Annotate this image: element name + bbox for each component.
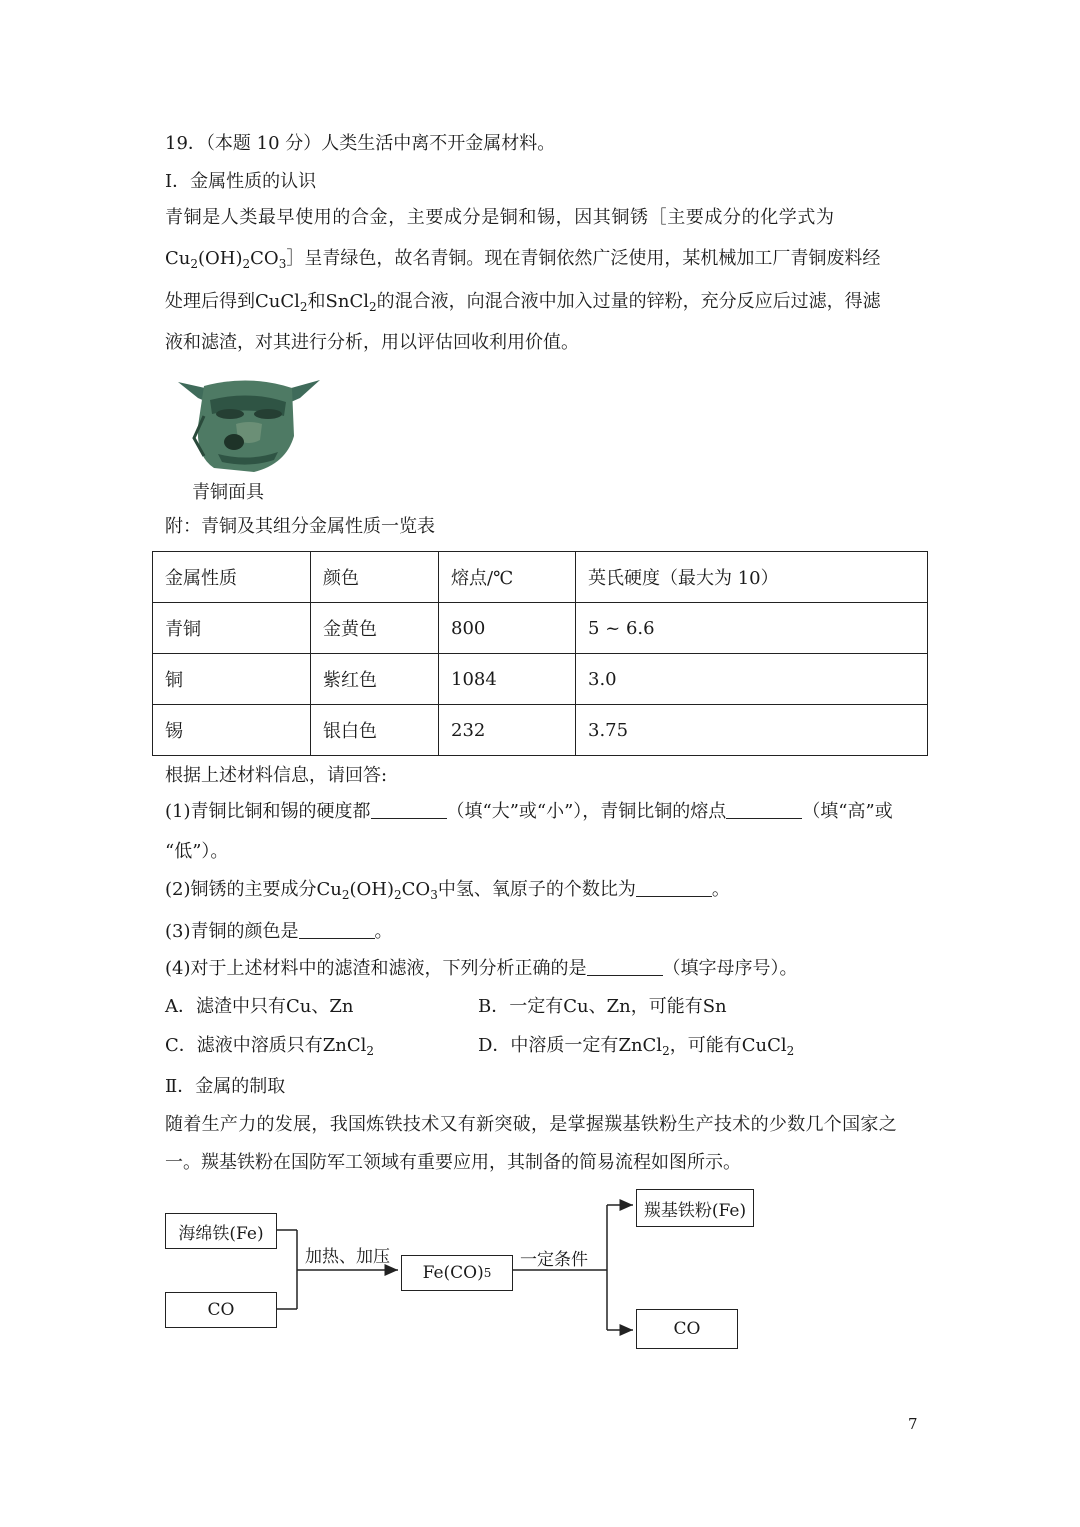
question-2 <box>165 878 730 907</box>
intro-text: 处理后得到 <box>165 291 255 312</box>
flow-box-co-input: CO <box>165 1292 277 1328</box>
q-text: C．滤液中溶质只有 <box>165 1035 323 1056</box>
table-row <box>153 603 928 654</box>
sub: 2 <box>366 1044 375 1058</box>
q-text: D．中溶质一定有 <box>478 1035 619 1056</box>
answer-blank[interactable] <box>587 957 663 976</box>
formula-fe-co: Fe(CO) <box>422 1263 484 1283</box>
sub: 2 <box>662 1044 670 1058</box>
table-cell: 锡 <box>153 705 311 756</box>
q-text: (1)青铜比铜和锡的硬度都 <box>165 801 371 822</box>
flow-label-heat-pressure: 加热、加压 <box>305 1247 390 1267</box>
sub: 2 <box>394 888 402 902</box>
option-b[interactable]: B．一定有Cu、Zn，可能有Sn <box>478 996 727 1017</box>
figure-caption: 青铜面具 <box>192 482 264 503</box>
table-cell: 3.0 <box>576 654 928 705</box>
sub: 2 <box>190 257 199 271</box>
answer-blank[interactable] <box>636 878 712 897</box>
q-text: 中氢、氧原子的个数比为 <box>437 879 636 900</box>
table-header-cell: 英氏硬度（最大为 10） <box>576 552 928 603</box>
table-cell: 紫红色 <box>311 654 439 705</box>
question-4 <box>165 957 798 981</box>
formula-co: CO <box>401 879 431 900</box>
sub: 2 <box>242 257 251 271</box>
intro-line-2 <box>165 247 880 276</box>
table-cell: 1084 <box>439 654 576 705</box>
q-text: (4)对于上述材料中的滤渣和滤液，下列分析正确的是 <box>165 958 587 979</box>
answer-blank[interactable] <box>371 800 447 819</box>
answer-blank[interactable] <box>299 920 375 939</box>
table-cell: 800 <box>439 603 576 654</box>
flow-box-carbonyl-iron-powder: 羰基铁粉(Fe) <box>636 1189 754 1227</box>
formula-oh: (OH) <box>198 248 243 269</box>
table-cell: 青铜 <box>153 603 311 654</box>
table-cell: 3.75 <box>576 705 928 756</box>
q-text: （填“大”或“小”），青铜比铜的熔点 <box>446 801 727 822</box>
table-cell: 232 <box>439 705 576 756</box>
properties-table <box>152 551 928 756</box>
table-row <box>153 654 928 705</box>
intro-line-3 <box>165 290 881 319</box>
answer-blank[interactable] <box>726 800 802 819</box>
table-header-cell: 金属性质 <box>153 552 311 603</box>
flow-box-sponge-iron: 海绵铁(Fe) <box>165 1213 277 1249</box>
question-header: 19．（本题 10 分）人类生活中离不开金属材料。 <box>165 133 556 154</box>
section2-text-1: 随着生产力的发展，我国炼铁技术又有新突破，是掌握羰基铁粉生产技术的少数几个国家之 <box>165 1114 897 1135</box>
table-header-cell: 熔点/℃ <box>439 552 576 603</box>
question-1 <box>165 800 893 824</box>
bronze-mask-image <box>174 376 324 476</box>
formula-cucl2: CuCl <box>741 1035 787 1056</box>
sub: 5 <box>483 1266 492 1280</box>
table-cell: 银白色 <box>311 705 439 756</box>
q-text: 。 <box>711 879 730 900</box>
option-a[interactable]: A．滤渣中只有Cu、Zn <box>165 996 354 1017</box>
formula-oh: (OH) <box>349 879 395 900</box>
sub: 3 <box>430 888 438 902</box>
q-text: ，可能有 <box>669 1035 742 1056</box>
q-text: 。 <box>374 921 393 942</box>
section2-title: Ⅱ．金属的制取 <box>165 1076 286 1097</box>
intro-text: 的混合液，向混合液中加入过量的锌粉，充分反应后过滤，得滤 <box>376 291 881 312</box>
table-row <box>153 705 928 756</box>
question-1-cont: “低”）。 <box>165 841 229 862</box>
intro-line-4: 液和滤渣，对其进行分析，用以评估回收利用价值。 <box>165 332 579 353</box>
section1-title: I．金属性质的认识 <box>165 171 317 192</box>
table-header-cell: 颜色 <box>311 552 439 603</box>
questions-prompt: 根据上述材料信息，请回答: <box>165 765 388 786</box>
flow-box-iron-carbonyl <box>401 1255 513 1291</box>
table-cell: 金黄色 <box>311 603 439 654</box>
flow-box-co-output: CO <box>636 1309 738 1349</box>
intro-text: ］呈青绿色，故名青铜。现在青铜依然广泛使用，某机械加工厂青铜废料经 <box>286 248 881 269</box>
question-3 <box>165 920 393 944</box>
q-text: （填“高”或 <box>802 801 893 822</box>
page-number: 7 <box>908 1415 918 1433</box>
process-flow-diagram <box>160 1185 760 1355</box>
section2-text-2: 一。羰基铁粉在国防军工领域有重要应用，其制备的简易流程如图所示。 <box>165 1152 741 1173</box>
option-d[interactable] <box>478 1034 794 1063</box>
table-header-row <box>153 552 928 603</box>
table-cell: 铜 <box>153 654 311 705</box>
q-text: （填字母序号）。 <box>662 958 798 979</box>
q-text: (2)铜锈的主要成分 <box>165 879 317 900</box>
intro-text: 和 <box>307 291 326 312</box>
formula-cucl2: CuCl <box>255 291 300 312</box>
formula-cu: Cu <box>316 879 342 900</box>
formula-zncl2: ZnCl <box>322 1035 367 1056</box>
table-cell: 5 ~ 6.6 <box>576 603 928 654</box>
sub: 2 <box>369 300 377 314</box>
sub: 2 <box>786 1044 795 1058</box>
intro-line-1: 青铜是人类最早使用的合金，主要成分是铜和锡，因其铜锈［主要成分的化学式为 <box>165 207 835 228</box>
sub: 3 <box>278 257 287 271</box>
formula-zncl2: ZnCl <box>618 1035 663 1056</box>
flow-label-condition: 一定条件 <box>520 1250 588 1270</box>
formula-cu: Cu <box>165 248 191 269</box>
q-text: (3)青铜的颜色是 <box>165 921 299 942</box>
formula-co: CO <box>250 248 279 269</box>
sub: 2 <box>299 300 308 314</box>
sub: 2 <box>341 888 350 902</box>
formula-sncl2: SnCl <box>325 291 369 312</box>
option-c[interactable] <box>165 1034 374 1063</box>
table-title: 附：青铜及其组分金属性质一览表 <box>165 516 435 537</box>
